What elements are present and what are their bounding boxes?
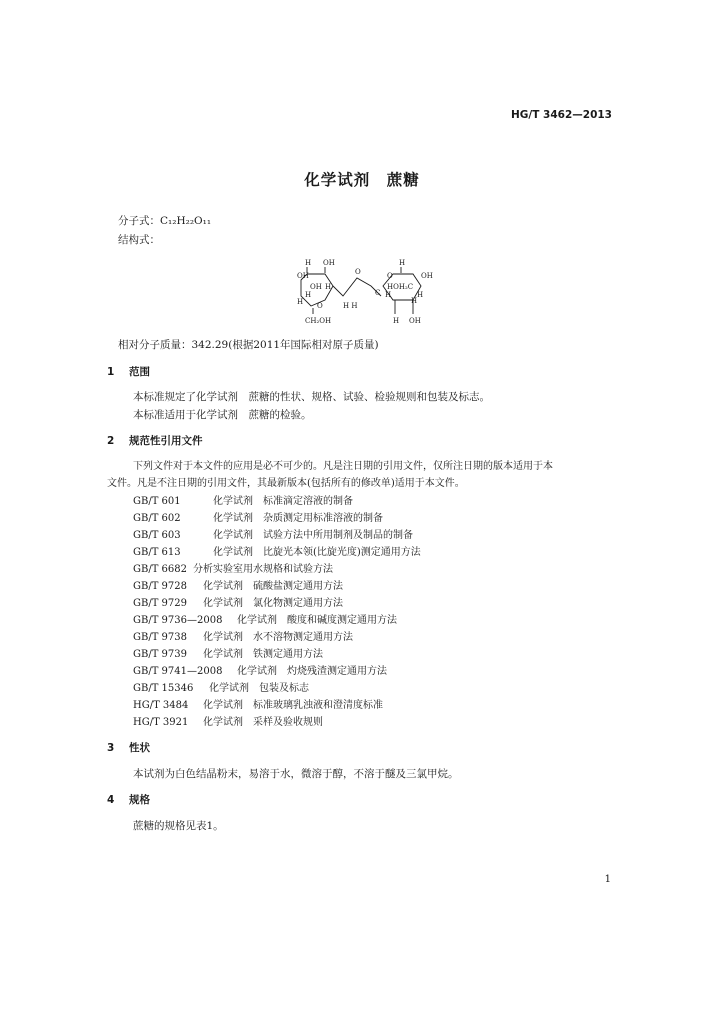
reference-item bbox=[133, 577, 343, 592]
reference-code: GB/T 601 bbox=[133, 496, 181, 507]
reference-code: GB/T 9736—2008 bbox=[133, 615, 223, 626]
section-1-paragraph: 本标准适用于化学试剂 蔗糖的检验。 bbox=[133, 409, 312, 421]
reference-item bbox=[133, 526, 413, 541]
section-title: 性状 bbox=[129, 742, 150, 754]
reference-title: 化学试剂 标准玻璃乳浊液和澄清度标准 bbox=[203, 700, 383, 711]
atom-label: C bbox=[375, 289, 381, 297]
reference-code: GB/T 603 bbox=[133, 530, 181, 541]
reference-code: GB/T 6682 bbox=[133, 564, 188, 575]
reference-item bbox=[133, 543, 421, 558]
molecular-formula: 分子式：C₁₂H₂₂O₁₁ bbox=[118, 215, 212, 227]
reference-title: 分析实验室用水规格和试验方法 bbox=[193, 564, 333, 575]
reference-code: GB/T 9738 bbox=[133, 632, 188, 643]
atom-label: OH bbox=[421, 272, 433, 280]
reference-item bbox=[133, 492, 353, 507]
section-number: 3 bbox=[107, 742, 115, 754]
page-number: 1 bbox=[604, 874, 611, 885]
structure-label: 结构式： bbox=[118, 234, 160, 246]
reference-title: 化学试剂 酸度和碱度测定通用方法 bbox=[237, 615, 397, 626]
reference-code: HG/T 3484 bbox=[133, 700, 189, 711]
reference-code: GB/T 9729 bbox=[133, 598, 188, 609]
atom-label: H bbox=[385, 291, 392, 299]
atom-label: HOH₂C bbox=[387, 283, 414, 291]
atom-label: O bbox=[387, 272, 393, 280]
reference-item bbox=[133, 628, 353, 643]
atom-label: H bbox=[305, 291, 312, 299]
atom-label: O bbox=[317, 302, 323, 310]
atom-label: OH bbox=[310, 283, 322, 291]
reference-title: 化学试剂 试验方法中所用制剂及制品的制备 bbox=[213, 530, 413, 541]
section-1-paragraph: 本标准规定了化学试剂 蔗糖的性状、规格、试验、检验规则和包装及标志。 bbox=[133, 391, 490, 403]
reference-title: 化学试剂 比旋光本领(比旋光度)测定通用方法 bbox=[213, 547, 421, 558]
reference-title: 化学试剂 硫酸盐测定通用方法 bbox=[203, 581, 343, 592]
reference-code: GB/T 9739 bbox=[133, 649, 188, 660]
standard-code: HG/T 3462—2013 bbox=[510, 109, 612, 121]
atom-label: H bbox=[399, 259, 406, 267]
section-1-heading bbox=[107, 364, 150, 379]
reference-code: GB/T 613 bbox=[133, 547, 181, 558]
reference-title: 化学试剂 标准滴定溶液的制备 bbox=[213, 496, 353, 507]
reference-item bbox=[133, 560, 333, 575]
atom-label: CH₂OH bbox=[305, 317, 332, 325]
reference-title: 化学试剂 水不溶物测定通用方法 bbox=[203, 632, 353, 643]
reference-title: 化学试剂 采样及验收规则 bbox=[203, 717, 323, 728]
reference-item bbox=[133, 645, 323, 660]
section-title: 规格 bbox=[129, 794, 150, 806]
section-2-intro: 文件。凡是不注日期的引用文件，其最新版本(包括所有的修改单)适用于本文件。 bbox=[107, 478, 465, 489]
reference-title: 化学试剂 氯化物测定通用方法 bbox=[203, 598, 343, 609]
section-4-paragraph: 蔗糖的规格见表1。 bbox=[133, 820, 224, 832]
reference-title: 化学试剂 杂质测定用标准溶液的制备 bbox=[213, 513, 383, 524]
section-title: 规范性引用文件 bbox=[129, 435, 203, 447]
section-number: 1 bbox=[107, 366, 115, 378]
reference-item bbox=[133, 713, 323, 728]
reference-code: HG/T 3921 bbox=[133, 717, 189, 728]
atom-label: OH bbox=[409, 317, 421, 325]
reference-code: GB/T 9728 bbox=[133, 581, 188, 592]
section-3-heading bbox=[107, 740, 150, 755]
reference-code: GB/T 15346 bbox=[133, 683, 194, 694]
atom-label: H bbox=[325, 283, 332, 291]
atom-label: H bbox=[297, 298, 304, 306]
atom-label: H bbox=[305, 259, 312, 267]
reference-item bbox=[133, 696, 383, 711]
section-2-intro: 下列文件对于本文件的应用是必不可少的。凡是注日期的引用文件，仅所注日期的版本适用于本 bbox=[133, 461, 553, 472]
section-number: 2 bbox=[107, 435, 115, 447]
section-4-heading bbox=[107, 792, 150, 807]
section-3-paragraph: 本试剂为白色结晶粉末，易溶于水，微溶于醇，不溶于醚及三氯甲烷。 bbox=[133, 768, 459, 780]
atom-label: H H bbox=[343, 302, 358, 310]
glycosidic-bond bbox=[333, 278, 381, 296]
atom-label: OH bbox=[297, 272, 309, 280]
reference-item bbox=[133, 594, 343, 609]
reference-title: 化学试剂 灼烧残渣测定通用方法 bbox=[237, 666, 387, 677]
section-number: 4 bbox=[107, 794, 115, 806]
section-2-heading bbox=[107, 433, 203, 448]
reference-code: GB/T 9741—2008 bbox=[133, 666, 223, 677]
atom-label: H bbox=[411, 297, 418, 305]
document-title: 化学试剂 蔗糖 bbox=[304, 171, 420, 189]
reference-item bbox=[133, 679, 309, 694]
section-title: 范围 bbox=[129, 366, 150, 378]
reference-item bbox=[133, 509, 383, 524]
reference-item bbox=[133, 611, 397, 626]
atom-label: H bbox=[393, 317, 400, 325]
atom-label: OH bbox=[323, 259, 335, 267]
reference-title: 化学试剂 铁测定通用方法 bbox=[203, 649, 323, 660]
reference-title: 化学试剂 包装及标志 bbox=[209, 683, 309, 694]
reference-item bbox=[133, 662, 387, 677]
atom-label: O bbox=[355, 268, 361, 276]
relative-molecular-mass: 相对分子质量：342.29(根据2011年国际相对原子质量) bbox=[118, 339, 379, 351]
atom-label: H bbox=[417, 291, 424, 299]
reference-code: GB/T 602 bbox=[133, 513, 181, 524]
sucrose-structure-diagram bbox=[283, 256, 443, 328]
